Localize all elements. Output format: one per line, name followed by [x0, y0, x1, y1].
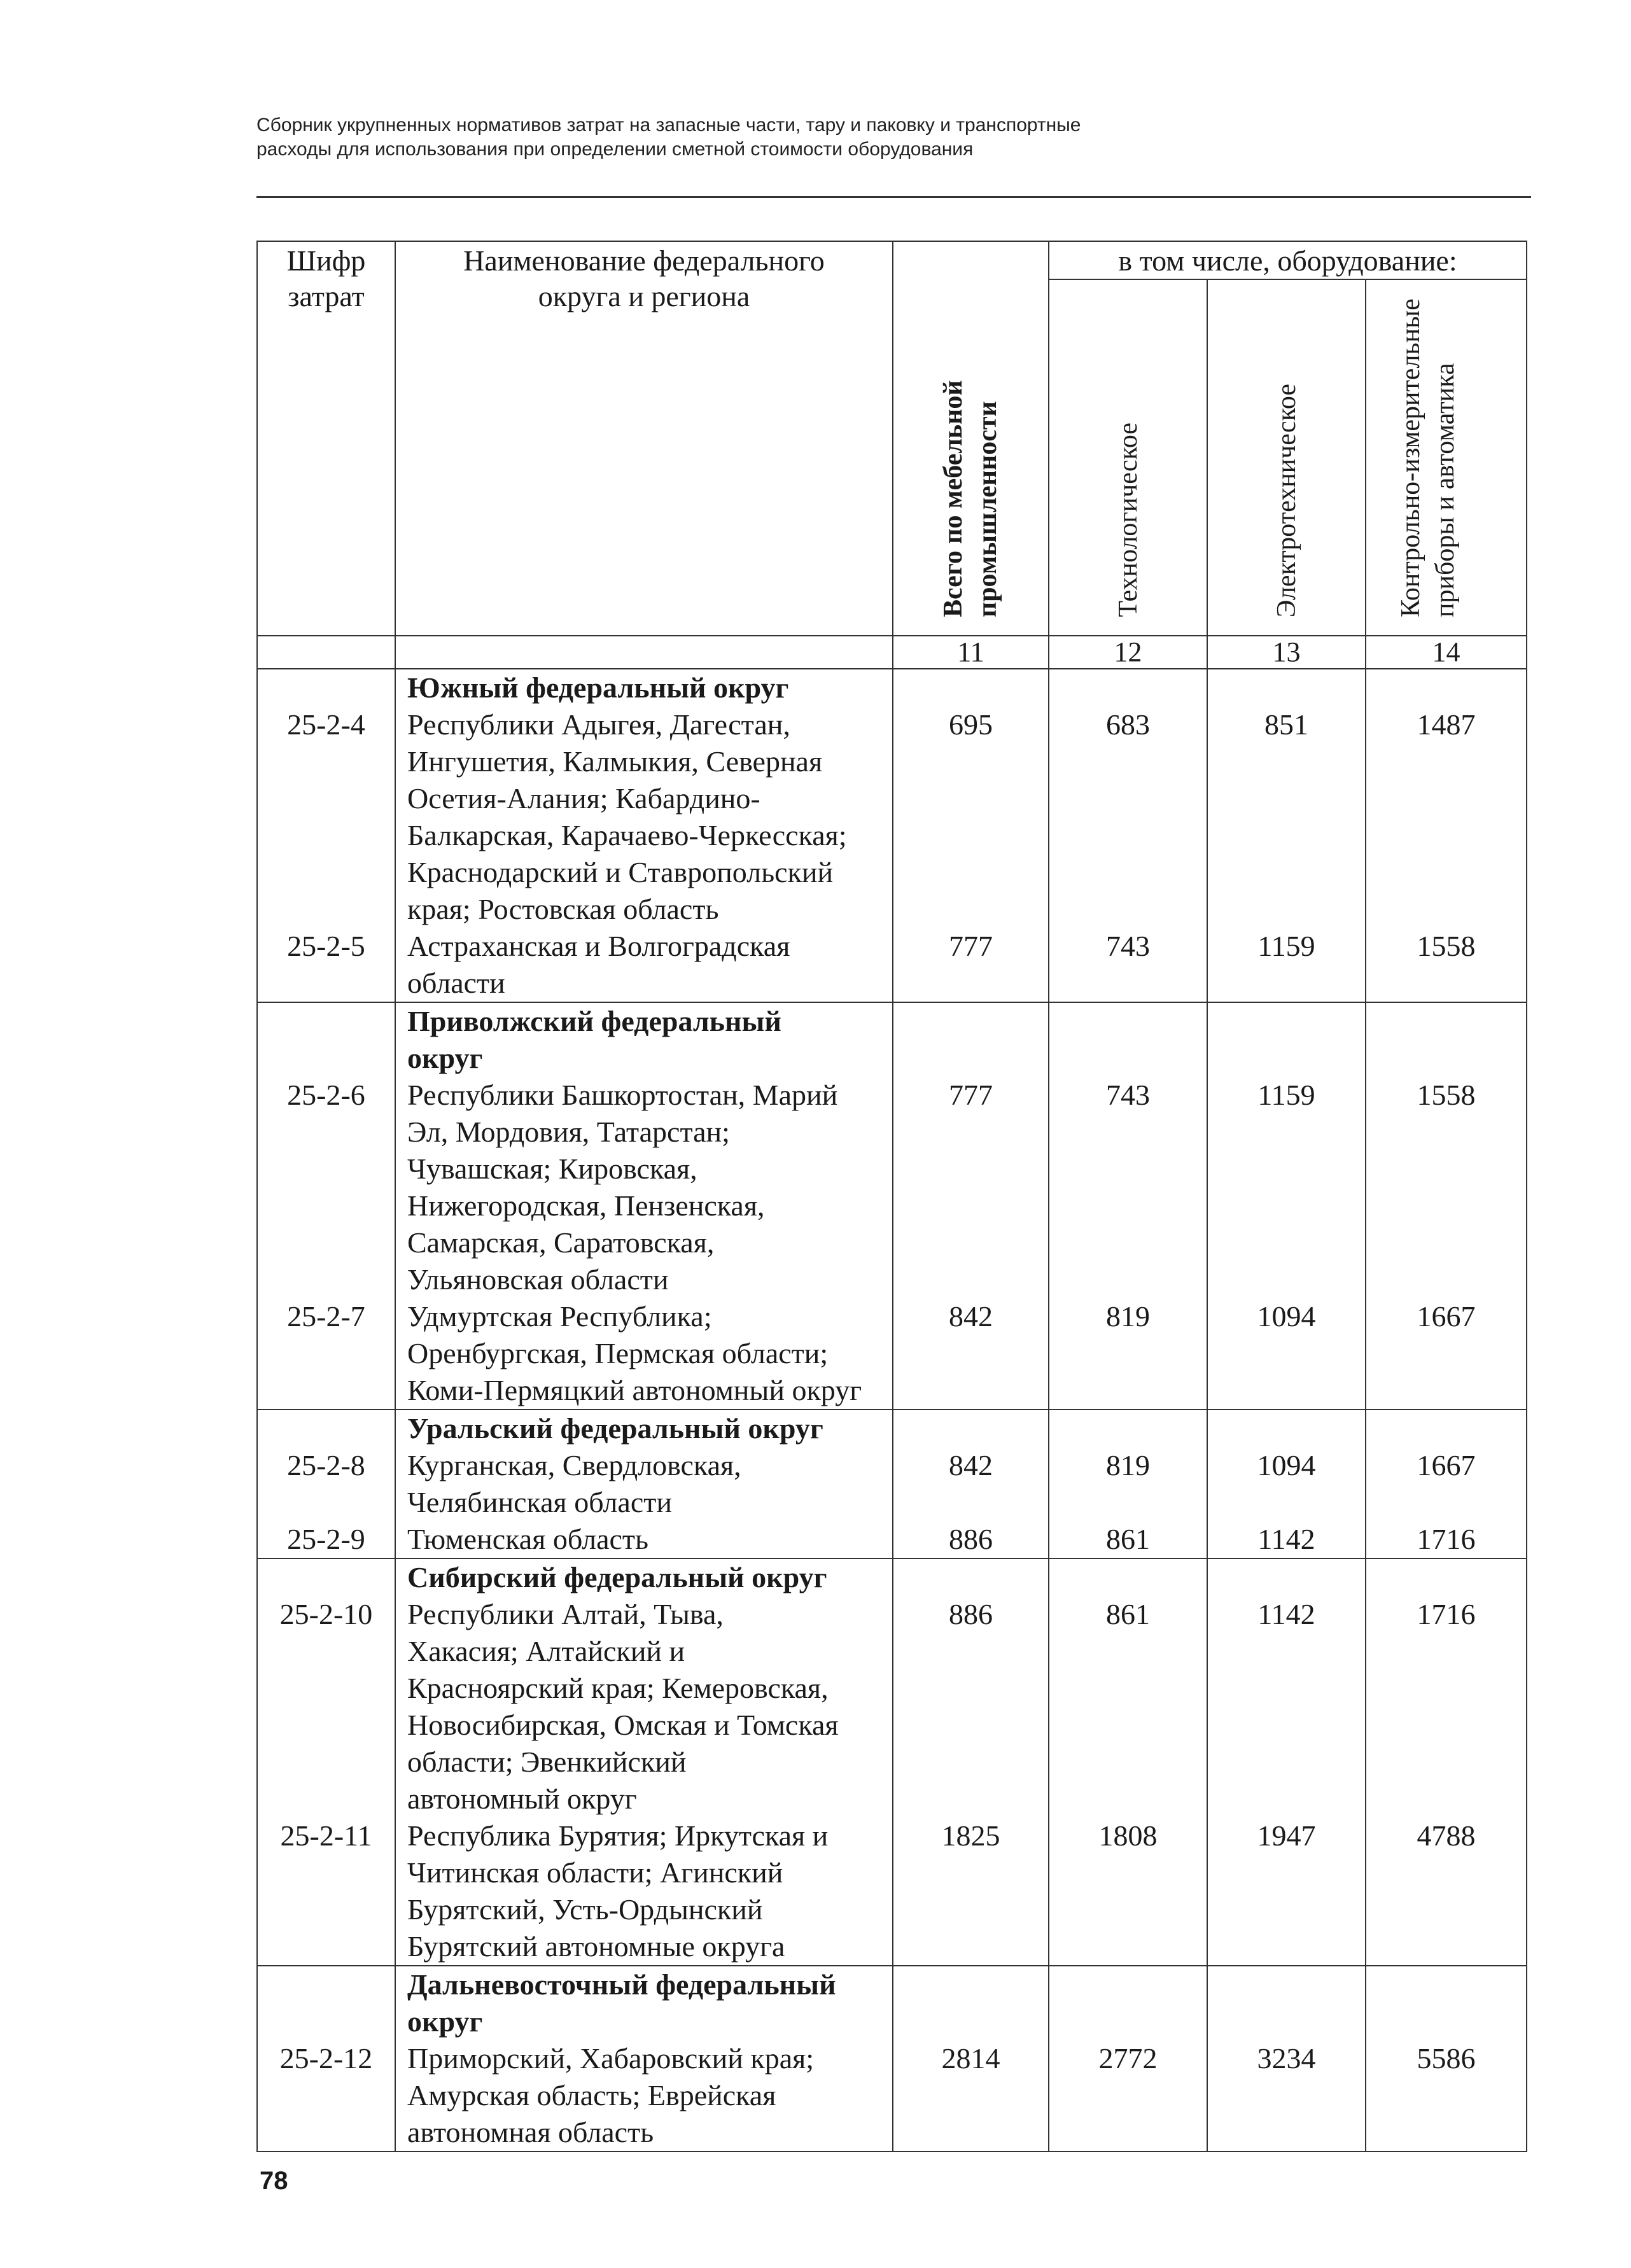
district-title: Уральский федеральный округ: [407, 1412, 823, 1445]
region-name: [395, 1596, 893, 1817]
col-group-header: в том числе, оборудование:: [1049, 241, 1527, 279]
document-header: [256, 113, 1529, 162]
district-name-cell: [395, 1002, 893, 1077]
region-name: [395, 706, 893, 928]
cost-code-text: 25-2-9: [287, 1523, 365, 1555]
table-row: [257, 706, 1527, 928]
region-name-line: Новосибирская, Омская и Томская: [407, 1709, 839, 1741]
cost-code: [257, 1298, 395, 1410]
value-cell: [1049, 1298, 1207, 1410]
region-name-line: Красноярский края; Кемеровская,: [407, 1672, 829, 1704]
value-cell: [1366, 1521, 1527, 1558]
value-text: 1667: [1417, 1300, 1476, 1333]
norms-table: [256, 241, 1527, 2152]
region-name-line: области; Эвенкийский: [407, 1746, 687, 1778]
region-name: [395, 1817, 893, 1966]
district-name-cell: [395, 1410, 893, 1447]
cost-code: [257, 1077, 395, 1298]
value-text: 5586: [1417, 2042, 1476, 2075]
region-name-line: Ульяновская области: [407, 1263, 669, 1296]
district-value-cell: [893, 1966, 1049, 2040]
district-name-cell: [395, 1966, 893, 2040]
value-cell: [1207, 1817, 1366, 1966]
district-value-cell: [1207, 669, 1366, 706]
value-text: 743: [1106, 1079, 1150, 1111]
district-value-cell: [1366, 669, 1527, 706]
region-name-line: Хакасия; Алтайский и: [407, 1635, 685, 1667]
value-text: 1142: [1257, 1523, 1315, 1555]
value-text: 1094: [1257, 1300, 1316, 1333]
region-name-line: Нижегородская, Пензенская,: [407, 1189, 765, 1222]
region-name-line: автономный округ: [407, 1782, 637, 1815]
district-value-cell: [1366, 1558, 1527, 1596]
value-text: 1094: [1257, 1449, 1316, 1481]
col-number: 13: [1207, 636, 1366, 669]
region-name-line: Осетия-Алания; Кабардино-: [407, 782, 760, 815]
col-number: 14: [1366, 636, 1527, 669]
region-name-line: области: [407, 967, 505, 999]
region-name: [395, 1447, 893, 1521]
district-title: округ: [407, 1042, 483, 1074]
district-name-cell: [395, 669, 893, 706]
value-cell: [1366, 2040, 1527, 2152]
col-elec-label: Электротехническое: [1271, 383, 1301, 617]
num-blank-1: [257, 636, 395, 669]
value-text: 1159: [1257, 930, 1315, 962]
value-cell: [893, 2040, 1049, 2152]
district-value-cell: [1049, 1002, 1207, 1077]
district-row: [257, 1558, 1527, 1596]
cost-code-text: 25-2-7: [287, 1300, 365, 1333]
district-title: Приволжский федеральный: [407, 1005, 781, 1037]
region-name-line: Ингушетия, Калмыкия, Северная: [407, 745, 823, 778]
district-row: [257, 1966, 1527, 2040]
district-name-cell: [395, 1558, 893, 1596]
region-name: [395, 2040, 893, 2152]
value-text: 842: [949, 1300, 993, 1333]
region-name-line: Эл, Мордовия, Татарстан;: [407, 1116, 730, 1148]
value-text: 743: [1106, 930, 1150, 962]
district-value-cell: [1207, 1558, 1366, 1596]
value-text: 861: [1106, 1523, 1150, 1555]
value-cell: [893, 1521, 1049, 1558]
value-text: 683: [1106, 708, 1150, 741]
table-row: [257, 1077, 1527, 1298]
region-name: [395, 1521, 893, 1558]
value-cell: [1207, 1298, 1366, 1410]
region-name-line: края; Ростовская область: [407, 893, 719, 925]
district-value-cell: [1366, 1410, 1527, 1447]
num-blank-2: [395, 636, 893, 669]
cost-code-text: 25-2-10: [279, 1598, 373, 1630]
value-text: 1808: [1098, 1819, 1158, 1852]
district-value-cell: [1207, 1966, 1366, 2040]
district-value-cell: [893, 669, 1049, 706]
value-text: 886: [949, 1598, 993, 1630]
page-number: 78: [260, 2167, 288, 2195]
region-name-line: Республики Адыгея, Дагестан,: [407, 708, 790, 741]
value-cell: [1366, 1596, 1527, 1817]
district-value-cell: [1207, 1002, 1366, 1077]
col-elec-header: [1207, 279, 1366, 636]
region-name: [395, 1298, 893, 1410]
table-row: [257, 1596, 1527, 1817]
region-name-line: Бурятский автономные округа: [407, 1930, 785, 1963]
district-value-cell: [893, 1410, 1049, 1447]
value-cell: [1049, 1077, 1207, 1298]
value-text: 1716: [1417, 1523, 1476, 1555]
value-text: 842: [949, 1449, 993, 1481]
district-code-cell: [257, 1410, 395, 1447]
value-text: 1825: [941, 1819, 1000, 1852]
value-text: 3234: [1257, 2042, 1316, 2075]
table-row: [257, 2040, 1527, 2152]
value-text: 2772: [1098, 2042, 1158, 2075]
value-cell: [1207, 1596, 1366, 1817]
value-cell: [1366, 1817, 1527, 1966]
district-value-cell: [893, 1002, 1049, 1077]
district-row: [257, 1002, 1527, 1077]
region-name-line: Республики Алтай, Тыва,: [407, 1598, 724, 1630]
district-title: Сибирский федеральный округ: [407, 1561, 827, 1593]
value-text: 777: [949, 930, 993, 962]
region-name-line: Чувашская; Кировская,: [407, 1152, 697, 1185]
region-name-line: Читинская области; Агинский: [407, 1856, 783, 1889]
region-name-line: Республики Башкортостан, Марий: [407, 1079, 838, 1111]
col-total-header: [893, 241, 1049, 636]
cost-code-text: 25-2-4: [287, 708, 365, 741]
cost-code-text: 25-2-5: [287, 930, 365, 962]
value-cell: [893, 706, 1049, 928]
region-name-line: автономная область: [407, 2116, 654, 2148]
table-row: [257, 928, 1527, 1002]
value-cell: [1366, 1077, 1527, 1298]
district-value-cell: [1049, 669, 1207, 706]
value-cell: [1049, 1596, 1207, 1817]
col-number: 12: [1049, 636, 1207, 669]
value-cell: [893, 1298, 1049, 1410]
district-title: Дальневосточный федеральный: [407, 1968, 836, 2001]
region-name-line: Тюменская область: [407, 1523, 648, 1555]
district-value-cell: [1366, 1002, 1527, 1077]
col-name-header: Наименование федерального округа и региона: [395, 241, 893, 636]
region-name: [395, 1077, 893, 1298]
region-name-line: Оренбургская, Пермская области;: [407, 1337, 829, 1369]
district-value-cell: [1207, 1410, 1366, 1447]
table-row: [257, 1521, 1527, 1558]
value-cell: [1207, 1447, 1366, 1521]
value-cell: [893, 1596, 1049, 1817]
cost-code-text: 25-2-12: [279, 2042, 373, 2075]
value-cell: [1049, 1817, 1207, 1966]
value-cell: [1207, 1521, 1366, 1558]
district-value-cell: [1049, 1410, 1207, 1447]
value-text: 4788: [1417, 1819, 1476, 1852]
region-name-line: Астраханская и Волгоградская: [407, 930, 790, 962]
region-name-line: Приморский, Хабаровский края;: [407, 2042, 815, 2075]
table-row: [257, 1817, 1527, 1966]
region-name-line: Челябинская области: [407, 1486, 672, 1518]
cost-code-text: 25-2-8: [287, 1449, 365, 1481]
cost-code: [257, 1817, 395, 1966]
region-name-line: Коми-Пермяцкий автономный округ: [407, 1374, 862, 1406]
region-name-line: Краснодарский и Ставропольский: [407, 856, 834, 888]
district-value-cell: [1049, 1966, 1207, 2040]
value-text: 1142: [1257, 1598, 1315, 1630]
cost-code: [257, 706, 395, 928]
col-number: 11: [893, 636, 1049, 669]
region-name-line: Самарская, Саратовская,: [407, 1226, 715, 1259]
value-cell: [893, 1447, 1049, 1521]
value-text: 819: [1106, 1449, 1150, 1481]
district-title: округ: [407, 2005, 483, 2038]
value-cell: [1049, 928, 1207, 1002]
value-text: 695: [949, 708, 993, 741]
col-ctrl-label: Контрольно-измерительные приборы и автоматика: [1396, 298, 1460, 617]
district-code-cell: [257, 1002, 395, 1077]
value-text: 886: [949, 1523, 993, 1555]
header-line-1: Сборник укрупненных нормативов затрат на запасные части, тару и паковку и транспортные: [256, 115, 1081, 136]
value-cell: [893, 928, 1049, 1002]
header-line-2: расходы для использования при определении сметной стоимости оборудования: [256, 139, 974, 160]
district-value-cell: [1366, 1966, 1527, 2040]
value-text: 819: [1106, 1300, 1150, 1333]
col-code-header: Шифр затрат: [257, 241, 395, 636]
district-code-cell: [257, 1966, 395, 2040]
col-tech-header: [1049, 279, 1207, 636]
region-name-line: Амурская область; Еврейская: [407, 2079, 776, 2111]
cost-code: [257, 1521, 395, 1558]
district-value-cell: [1049, 1558, 1207, 1596]
value-text: 1558: [1417, 1079, 1476, 1111]
district-code-cell: [257, 669, 395, 706]
district-row: [257, 669, 1527, 706]
cost-code: [257, 1596, 395, 1817]
value-text: 1667: [1417, 1449, 1476, 1481]
value-text: 851: [1264, 708, 1308, 741]
col-total-label: Всего по мебельной промышленности: [938, 380, 1002, 617]
district-row: [257, 1410, 1527, 1447]
cost-code: [257, 1447, 395, 1521]
value-text: 861: [1106, 1598, 1150, 1630]
cost-code: [257, 2040, 395, 2152]
value-cell: [893, 1817, 1049, 1966]
district-code-cell: [257, 1558, 395, 1596]
cost-code: [257, 928, 395, 1002]
value-cell: [1049, 1447, 1207, 1521]
value-cell: [1366, 1447, 1527, 1521]
value-cell: [1207, 928, 1366, 1002]
value-cell: [1049, 2040, 1207, 2152]
col-tech-label: Технологическое: [1113, 423, 1143, 617]
district-value-cell: [893, 1558, 1049, 1596]
value-text: 777: [949, 1079, 993, 1111]
value-cell: [1049, 1521, 1207, 1558]
header-rule: [256, 196, 1531, 198]
value-text: 1716: [1417, 1598, 1476, 1630]
value-cell: [1366, 706, 1527, 928]
region-name-line: Удмуртская Республика;: [407, 1300, 712, 1333]
cost-code-text: 25-2-11: [280, 1819, 372, 1852]
value-cell: [1366, 1298, 1527, 1410]
value-text: 1159: [1257, 1079, 1315, 1111]
region-name-line: Балкарская, Карачаево-Черкесская;: [407, 819, 847, 851]
value-cell: [1049, 706, 1207, 928]
table-body: [257, 669, 1527, 2152]
table-row: [257, 1447, 1527, 1521]
district-title: Южный федеральный округ: [407, 671, 789, 704]
value-cell: [1366, 928, 1527, 1002]
value-text: 2814: [941, 2042, 1000, 2075]
value-cell: [1207, 2040, 1366, 2152]
region-name-line: Бурятский, Усть-Ордынский: [407, 1893, 763, 1926]
value-text: 1947: [1257, 1819, 1316, 1852]
region-name: [395, 928, 893, 1002]
value-cell: [1207, 706, 1366, 928]
region-name-line: Курганская, Свердловская,: [407, 1449, 741, 1481]
cost-code-text: 25-2-6: [287, 1079, 365, 1111]
table-row: [257, 1298, 1527, 1410]
value-text: 1558: [1417, 930, 1476, 962]
col-ctrl-header: [1366, 279, 1527, 636]
value-cell: [1207, 1077, 1366, 1298]
region-name-line: Республика Бурятия; Иркутская и: [407, 1819, 829, 1852]
value-text: 1487: [1417, 708, 1476, 741]
value-cell: [893, 1077, 1049, 1298]
